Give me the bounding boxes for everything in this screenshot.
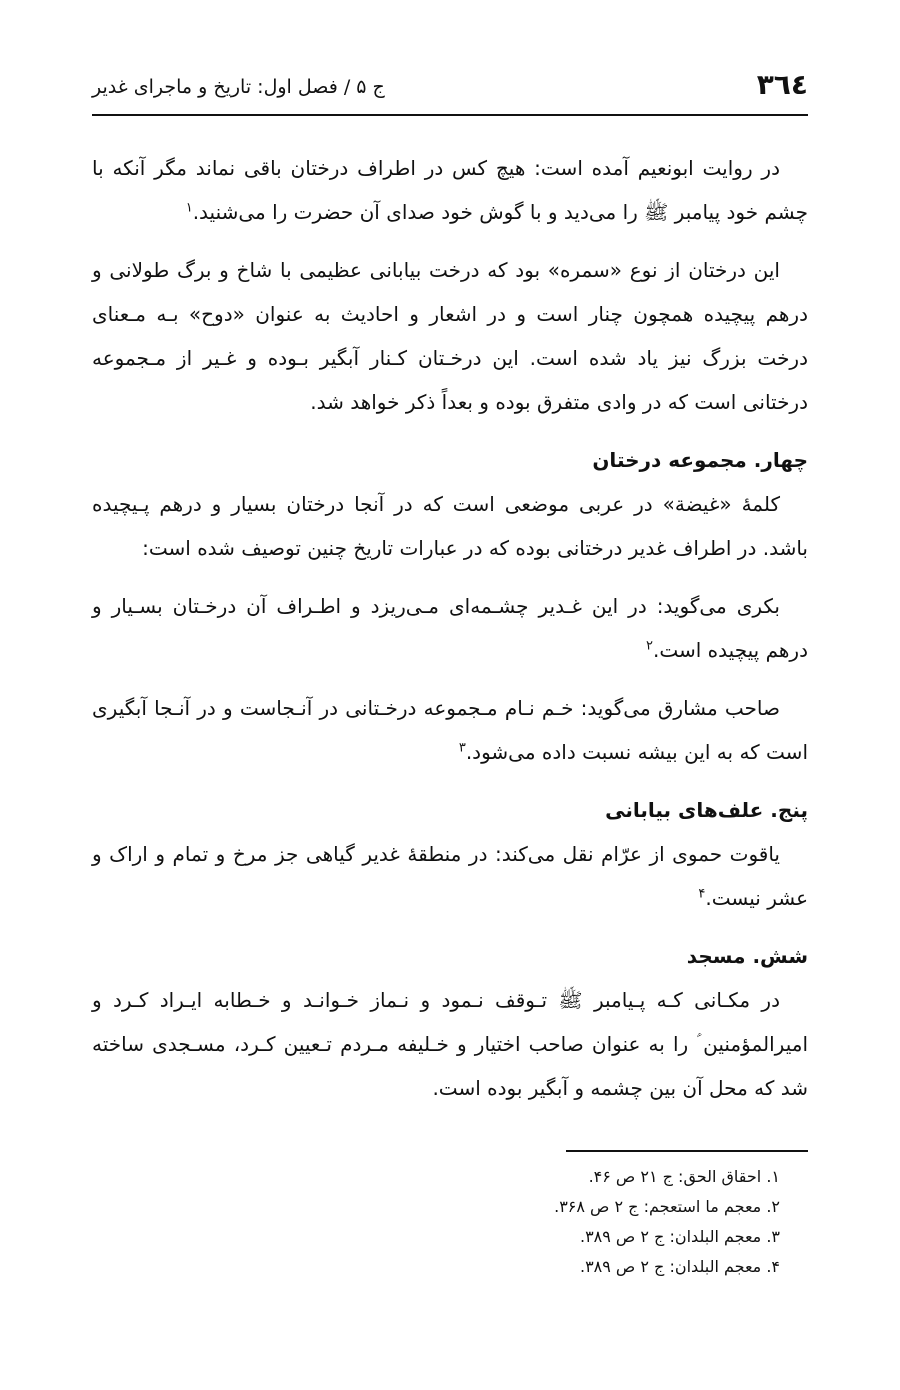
running-title: ج ۵ / فصل اول: تاریخ و ماجرای غدیر (92, 76, 385, 98)
paragraph: کلمهٔ «غیضة» در عربی موضعی است که در آنجا درختان بسیار و درهم پـیچیده باشد. در اطراف غدیر درختانی بوده که در عبارات تاریخ چنین توصیف شده است: (92, 492, 808, 560)
footnote: ۴. معجم البلدان: ج ٢ ص ٣٨٩. (579, 1257, 780, 1276)
paragraph-text: بکری می‌گوید: در این غـدیر چشـمه‌ای مـی‌ریزد و اطـراف آن درخـتان بسـیار و درهم پیچیده است. (92, 594, 808, 662)
paragraph-text: در روایت ابونعیم آمده است: هیچ کس در اطراف درختان باقی نماند مگر آنکه با چشم خود پیامبر ﷺ را می‌دید و با گوش خود صدای آن حضرت را می‌شنید. (92, 156, 808, 224)
footnotes (92, 1162, 808, 1282)
paragraph (92, 584, 808, 672)
section-heading: چهار. مجموعه درختان (592, 448, 808, 472)
paragraph: این درختان از نوع «سمره» بود که درخت بیابانی عظیمی با شاخ و برگ طولانی و درهم پیچیده همچون چنار است و در اشعار و احادیث به عنوان «دوح» بـه مـعنای درخت بزرگ نیز یاد شده است. این درخـتان کـنار آبگیر بـوده و غـیر از مـجموعه درختانی است که در وادی متفرق بوده و بعداً ذکر خواهد شد. (92, 258, 808, 414)
paragraph-text: صاحب مشارق می‌گوید: خـم نـام مـجموعه درخـتانی در آنـجاست و در آنـجا آبگیری است که به این بیشه نسبت داده می‌شود. (92, 696, 808, 764)
paragraph: در مکـانی کـه پـیامبر ﷺ تـوقف نـمود و نـماز خـوانـد و خـطابه ایـراد کـرد و امیرالمؤمنین ؑ را به عنوان صاحب اختیار و خـلیفه مـردم تـعیین کـرد، مسـجدی ساخته شد که محل آن بین چشمه و آبگیر بوده است. (92, 988, 808, 1100)
paragraph (92, 686, 808, 774)
page-header (92, 62, 808, 116)
section-heading: پنج. علف‌های بیابانی (605, 798, 808, 822)
footnote-ref: ١ (185, 200, 193, 216)
section-heading: شش. مسجد (686, 944, 808, 968)
footnote: ٢. معجم ما استعجم: ج ٢ ص ٣۶٨. (554, 1197, 780, 1216)
footnote-ref: ۴ (698, 886, 706, 902)
paragraph (92, 832, 808, 920)
footnote: ٣. معجم البلدان: ج ٢ ص ٣٨٩. (579, 1227, 780, 1246)
footnote-ref: ٢ (646, 638, 654, 654)
footnote-ref: ٣ (458, 740, 466, 756)
paragraph-text: یاقوت حموی از عرّام نقل می‌کند: در منطقهٔ غدیر گیاهی جز مرخ و تمام و اراک و عشر نیست. (92, 842, 808, 910)
footnote-divider (566, 1150, 808, 1152)
footnote: ١. احقاق الحق: ج ٢١ ص ۴۶. (588, 1167, 780, 1186)
page-number: ٣٦٤ (756, 68, 808, 101)
paragraph (92, 146, 808, 234)
page-body (92, 146, 808, 1110)
